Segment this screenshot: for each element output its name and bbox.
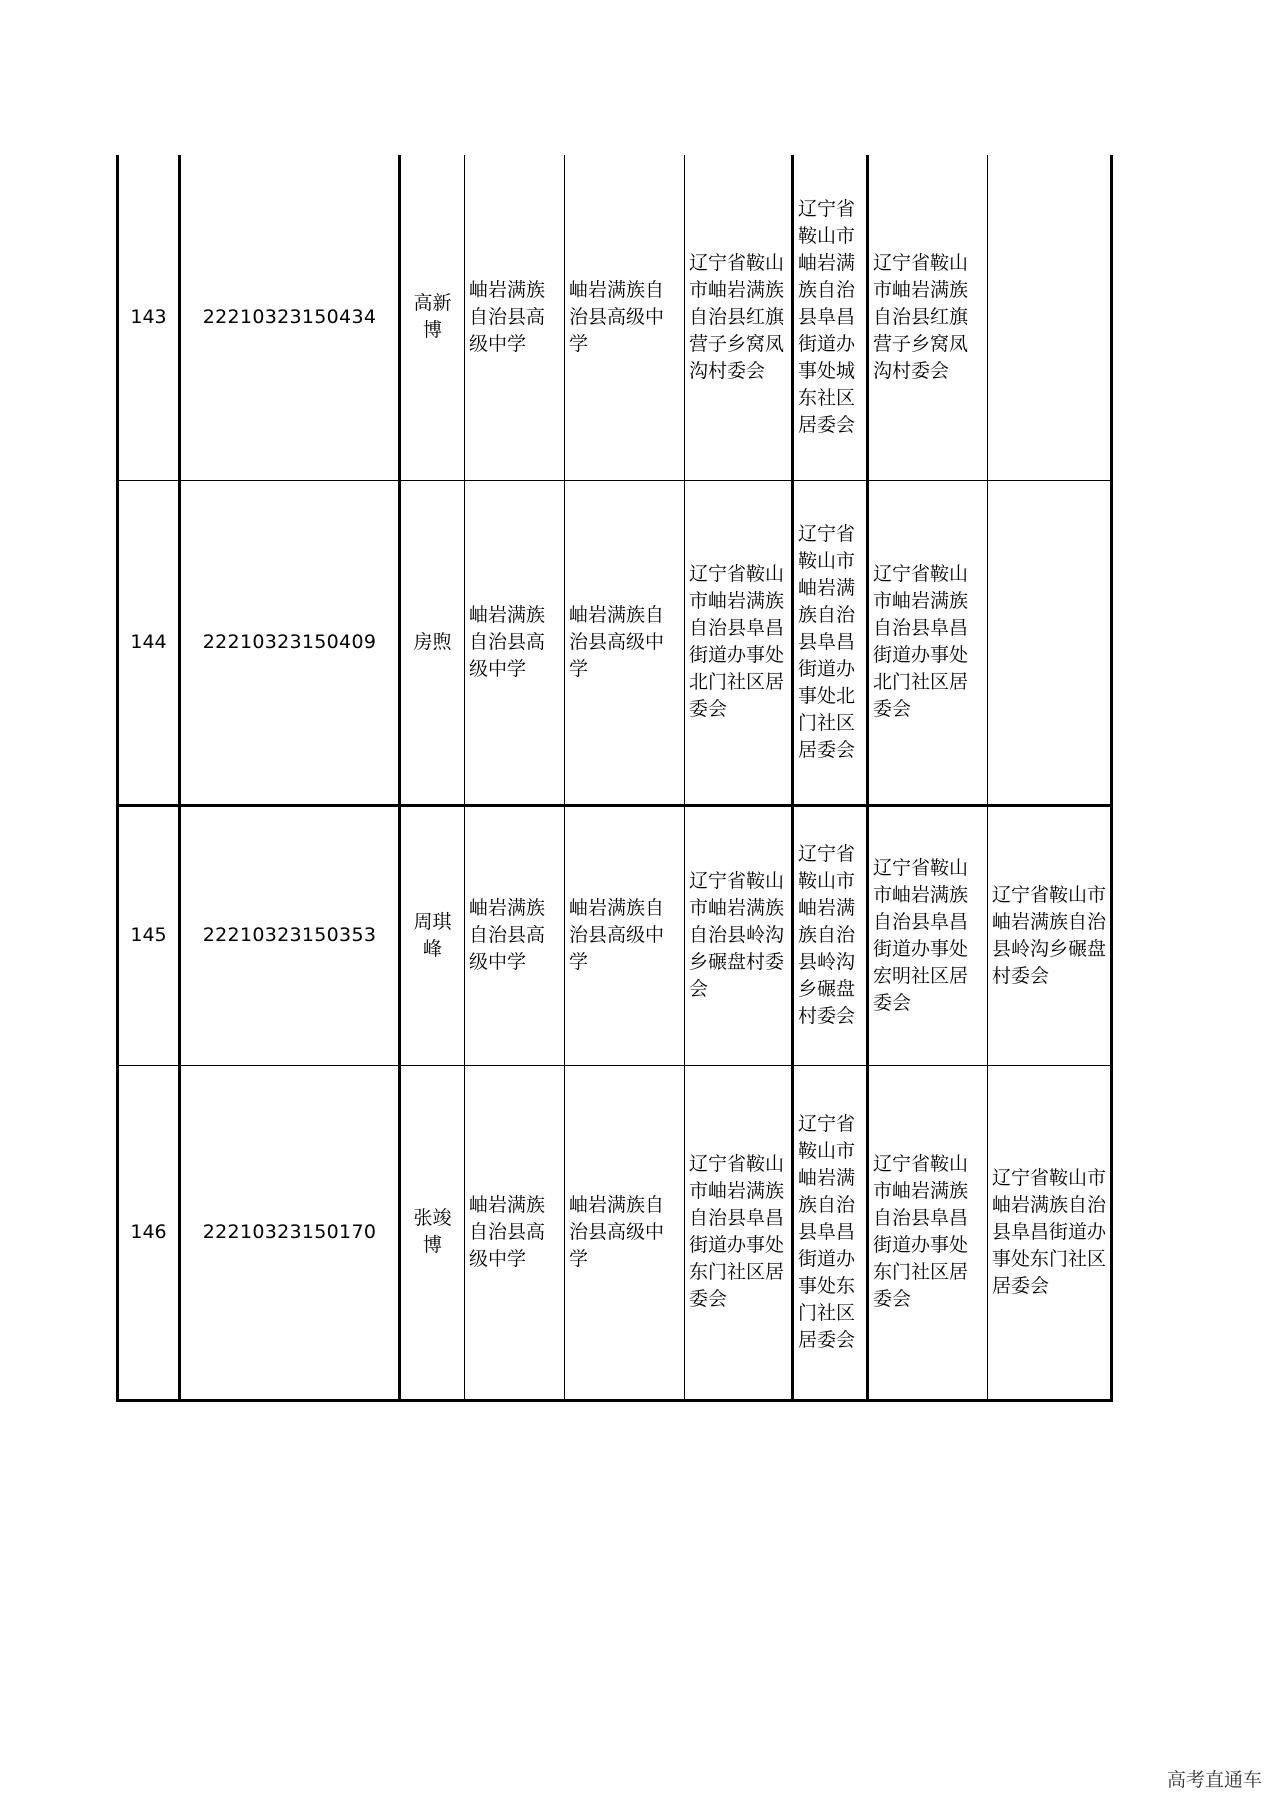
student-roster-table (116, 155, 1113, 1402)
address-2: 辽宁省鞍山市岫岩满族自治县阜昌街道办事处北门社区居委会 (793, 480, 868, 805)
school-primary: 岫岩满族自治县高级中学 (465, 155, 565, 480)
student-name: 周琪峰 (400, 805, 465, 1065)
school-primary: 岫岩满族自治县高级中学 (465, 1065, 565, 1400)
student-name: 高新博 (400, 155, 465, 480)
address-4: 辽宁省鞍山市岫岩满族自治县阜昌街道办事处东门社区居委会 (988, 1065, 1112, 1400)
exam-number: 22210323150353 (180, 805, 400, 1065)
address-1: 辽宁省鞍山市岫岩满族自治县岭沟乡碾盘村委会 (685, 805, 793, 1065)
address-1: 辽宁省鞍山市岫岩满族自治县阜昌街道办事处东门社区居委会 (685, 1065, 793, 1400)
student-name: 房煦 (400, 480, 465, 805)
school-secondary: 岫岩满族自治县高级中学 (565, 480, 685, 805)
address-3: 辽宁省鞍山市岫岩满族自治县阜昌街道办事处东门社区居委会 (868, 1065, 988, 1400)
address-3: 辽宁省鞍山市岫岩满族自治县阜昌街道办事处宏明社区居委会 (868, 805, 988, 1065)
address-3: 辽宁省鞍山市岫岩满族自治县阜昌街道办事处北门社区居委会 (868, 480, 988, 805)
school-secondary: 岫岩满族自治县高级中学 (565, 1065, 685, 1400)
school-primary: 岫岩满族自治县高级中学 (465, 480, 565, 805)
address-2: 辽宁省鞍山市岫岩满族自治县阜昌街道办事处城东社区居委会 (793, 155, 868, 480)
address-2: 辽宁省鞍山市岫岩满族自治县阜昌街道办事处东门社区居委会 (793, 1065, 868, 1400)
table-row (118, 480, 1112, 805)
student-name: 张竣博 (400, 1065, 465, 1400)
table-row (118, 1065, 1112, 1400)
address-1: 辽宁省鞍山市岫岩满族自治县阜昌街道办事处北门社区居委会 (685, 480, 793, 805)
exam-number: 22210323150434 (180, 155, 400, 480)
row-index: 143 (118, 155, 180, 480)
row-index: 146 (118, 1065, 180, 1400)
table-row (118, 155, 1112, 480)
exam-number: 22210323150170 (180, 1065, 400, 1400)
school-primary: 岫岩满族自治县高级中学 (465, 805, 565, 1065)
address-4 (988, 480, 1112, 805)
school-secondary: 岫岩满族自治县高级中学 (565, 805, 685, 1065)
row-index: 144 (118, 480, 180, 805)
row-index: 145 (118, 805, 180, 1065)
school-secondary: 岫岩满族自治县高级中学 (565, 155, 685, 480)
address-3: 辽宁省鞍山市岫岩满族自治县红旗营子乡窝凤沟村委会 (868, 155, 988, 480)
watermark-text: 高考直通车 (1166, 1769, 1262, 1791)
address-4 (988, 155, 1112, 480)
address-2: 辽宁省鞍山市岫岩满族自治县岭沟乡碾盘村委会 (793, 805, 868, 1065)
address-4: 辽宁省鞍山市岫岩满族自治县岭沟乡碾盘村委会 (988, 805, 1112, 1065)
exam-number: 22210323150409 (180, 480, 400, 805)
table-row (118, 805, 1112, 1065)
address-1: 辽宁省鞍山市岫岩满族自治县红旗营子乡窝凤沟村委会 (685, 155, 793, 480)
